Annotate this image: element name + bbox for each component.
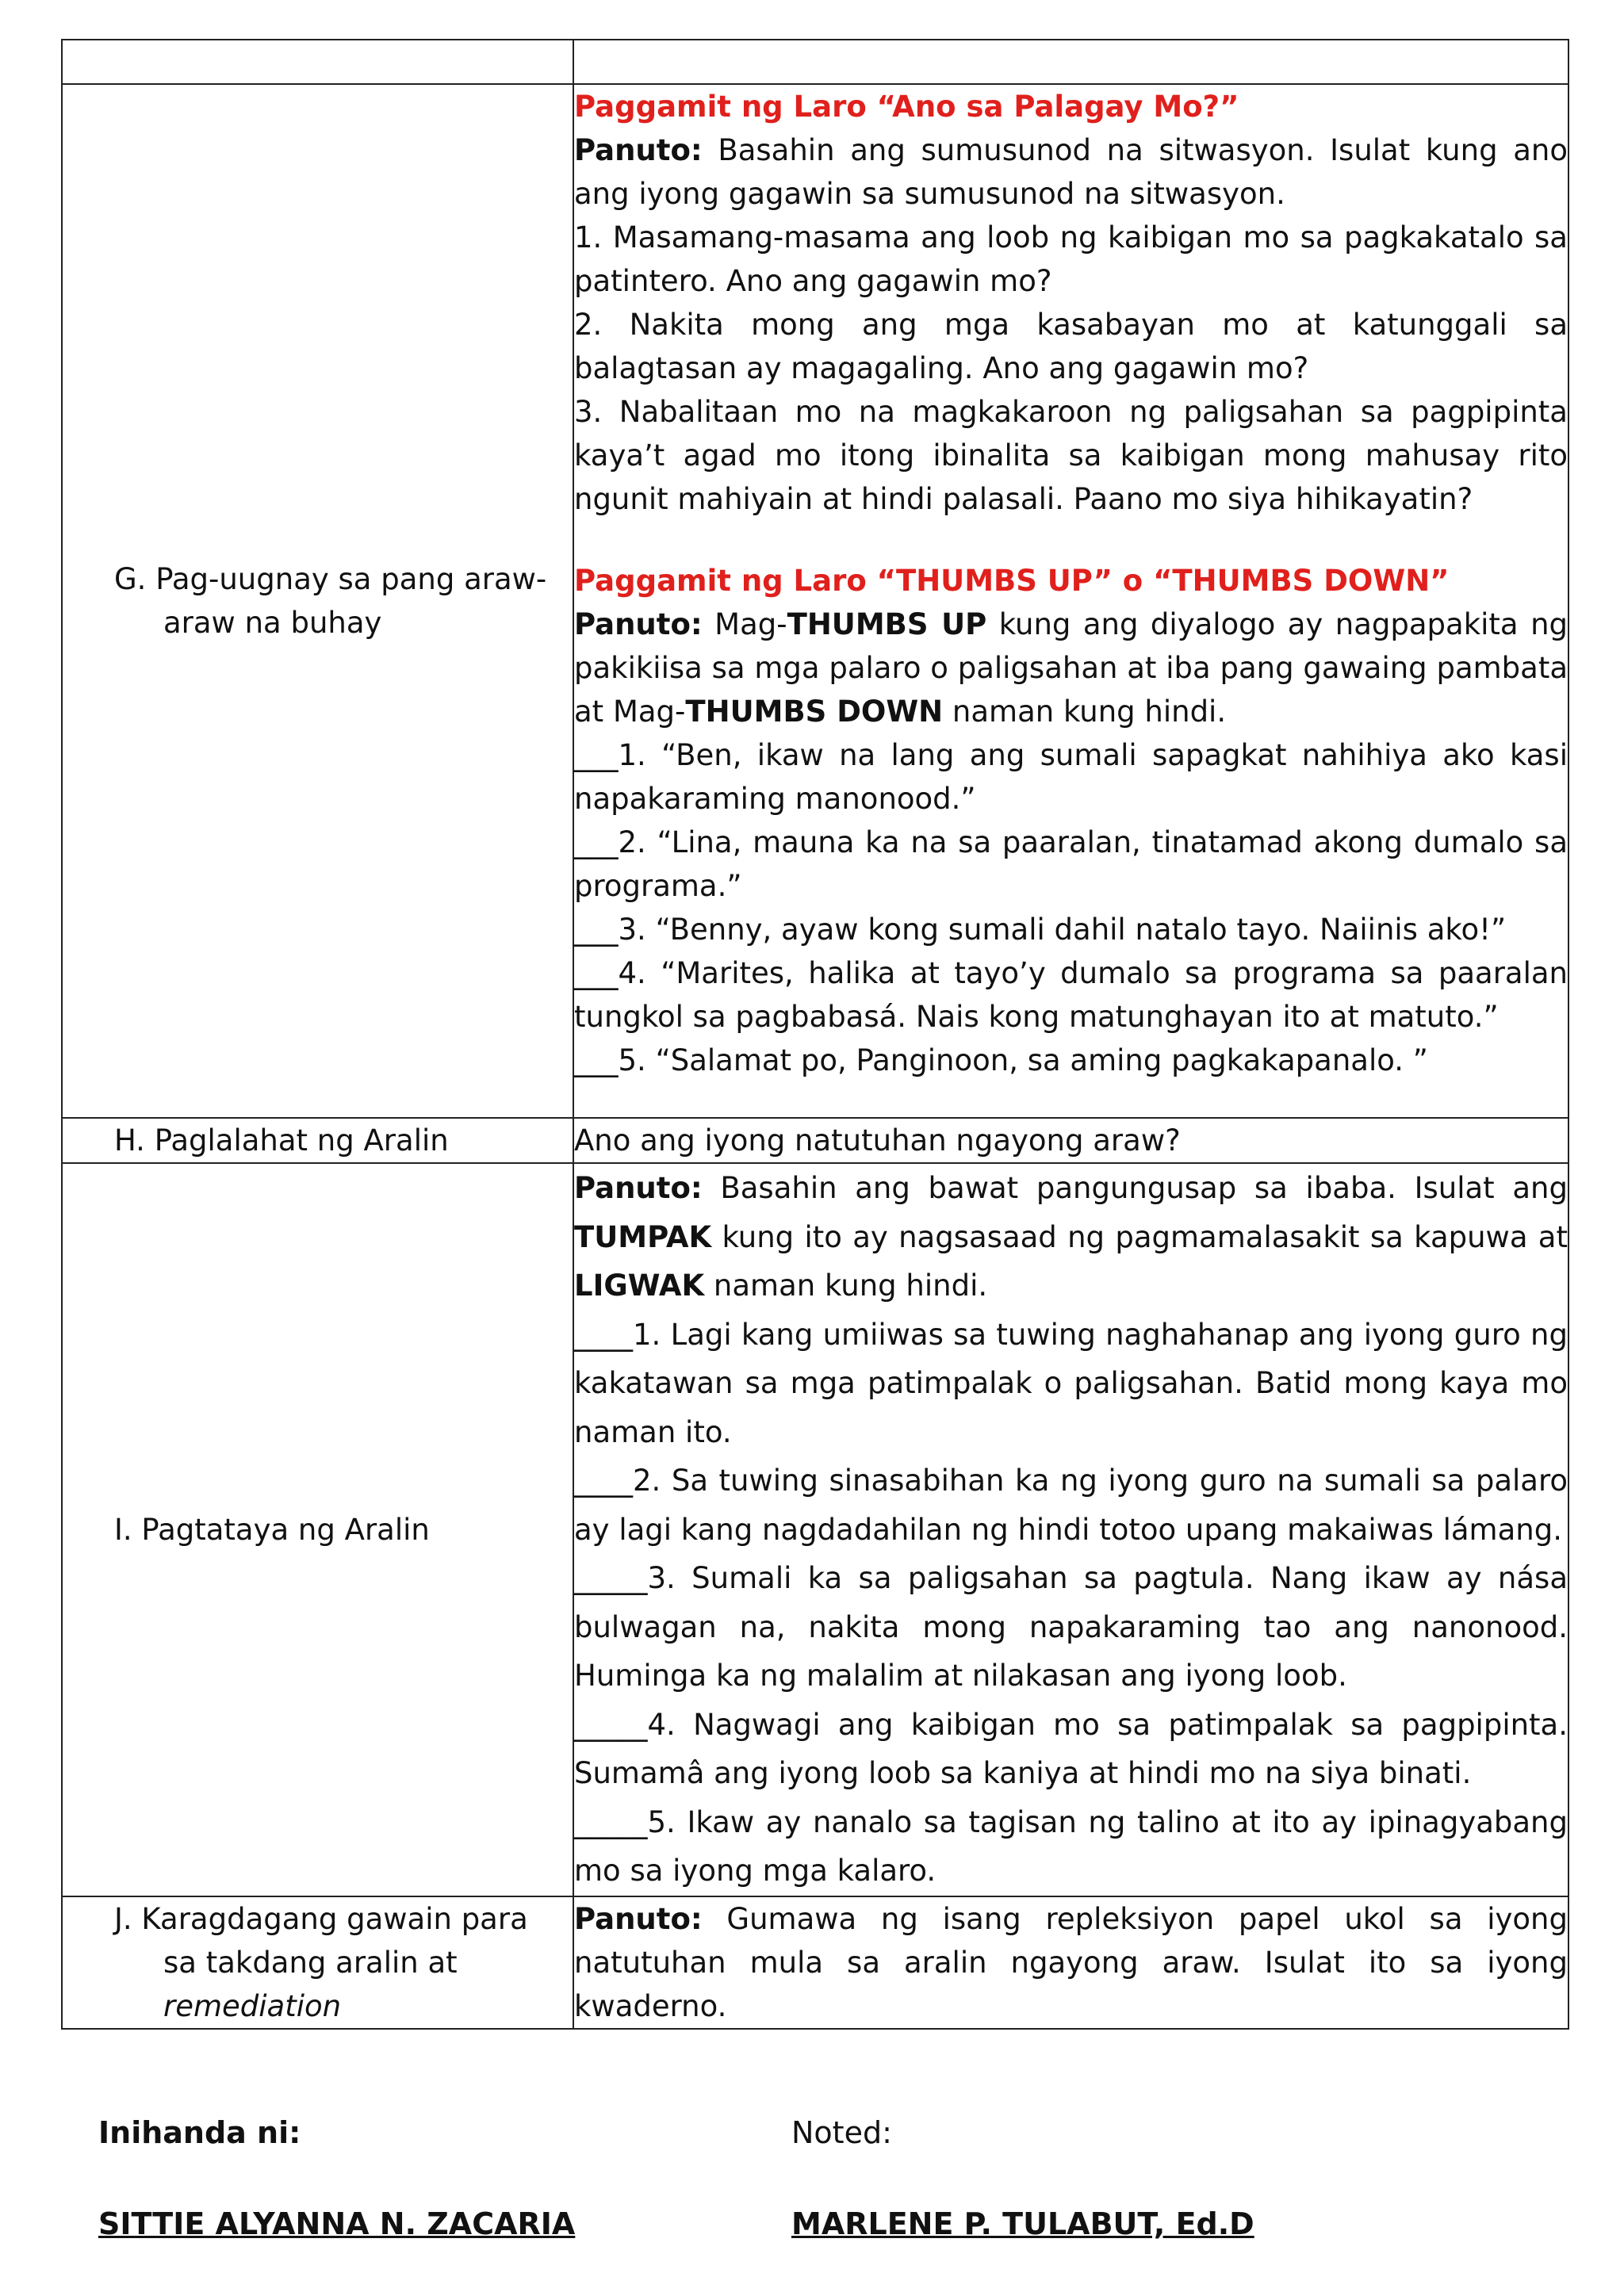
row-h-label-cell	[62, 1118, 573, 1163]
game1-item-2: 2. Nakita mong ang mga kasabayan mo at katunggali sa balagtasan ay magagaling. Ano ang gagawin mo?	[574, 308, 1568, 385]
assignment-text	[574, 1897, 1568, 2028]
eval-item-5: _____5. Ikaw ay nanalo sa tagisan ng talino at ito ay ipinagyabang mo sa iyong mga kalaro.	[574, 1804, 1568, 1888]
assignment-instruction-label: Panuto:	[574, 1901, 703, 1936]
game1-item-1: 1. Masamang-masama ang loob ng kaibigan mo sa pagkakatalo sa patintero. Ano ang gagawin mo?	[574, 220, 1568, 298]
game2-item-5: ___5. “Salamat po, Panginoon, sa aming pagkakapanalo. ”	[574, 1043, 1428, 1077]
lesson-plan-table	[61, 39, 1569, 2030]
ligwak-term: LIGWAK	[574, 1269, 705, 1303]
row-j-content	[573, 1896, 1568, 2029]
game1-instruction-text: Basahin ang sumusunod na sitwasyon. Isulat kung ano ang iyong gagawin sa sumusunod na sitwasyon.	[574, 133, 1568, 211]
eval-item-2: ____2. Sa tuwing sinasabihan ka ng iyong guro na sumali sa palaro ay lagi kang nagdadahilan ng hindi totoo upang makaiwas lámang.	[574, 1464, 1568, 1547]
row-g	[62, 84, 1568, 1118]
row-i-content	[573, 1163, 1568, 1896]
game2-instruction-label: Panuto:	[574, 607, 703, 641]
row-g-label-cell	[62, 84, 573, 1118]
game2-instruction-part1: Mag-	[702, 607, 787, 641]
game2-instruction-part3: naman kung hindi.	[943, 695, 1227, 729]
row-h	[62, 1118, 1568, 1163]
row-g-content	[573, 84, 1568, 1118]
eval-instruction-label: Panuto:	[574, 1171, 703, 1205]
row-j-label-line3: remediation	[163, 1988, 342, 2023]
game2-instruction	[574, 603, 1568, 733]
row-i-label-cell	[62, 1163, 573, 1896]
game2-item-2: ___2. “Lina, mauna ka na sa paaralan, tinatamad akong dumalo sa programa.”	[574, 825, 1568, 903]
row-h-content: Ano ang iyong natutuhan ngayong araw?	[573, 1118, 1568, 1163]
game1-instruction	[574, 128, 1568, 216]
eval-instruction-part1: Basahin ang bawat pangungusap sa ibaba. Isulat ang	[702, 1171, 1568, 1205]
game2-item-4: ___4. “Marites, halika at tayo’y dumalo sa programa sa paaralan tungkol sa pagbabasá. Nais kong matunghayan ito at matuto.”	[574, 956, 1568, 1034]
row-i	[62, 1163, 1568, 1896]
noted-label: Noted:	[791, 2115, 892, 2150]
eval-instruction-part3: naman kung hindi.	[704, 1269, 988, 1303]
row-g-label-line2: araw na buhay	[163, 606, 382, 640]
header-row-empty	[62, 40, 1568, 84]
prepared-by-name: SITTIE ALYANNA N. ZACARIA	[98, 2206, 576, 2241]
noted-by-name: MARLENE P. TULABUT, Ed.D	[791, 2206, 1254, 2241]
tumpak-term: TUMPAK	[574, 1219, 712, 1254]
header-cell-right	[573, 40, 1568, 84]
game2-instruction-part2: kung ang diyalogo ay nagpapakita ng pakikiisa sa mga palaro o paligsahan at iba pang gawaing pambata at Mag-	[574, 607, 1568, 729]
row-g-label	[63, 557, 573, 645]
spacer	[574, 1082, 1568, 1117]
game2-item-3: ___3. “Benny, ayaw kong sumali dahil natalo tayo. Naiinis ako!”	[574, 913, 1507, 947]
game2-item-1: ___1. “Ben, ikaw na lang ang sumali sapagkat nahihiya ako kasi napakaraming manonood.”	[574, 738, 1568, 816]
eval-item-1: ____1. Lagi kang umiiwas sa tuwing naghahanap ang iyong guro ng kakatawan sa mga patimpalak o paligsahan. Batid mong kaya mo naman ito.	[574, 1317, 1568, 1449]
row-j-label-line2: sa takdang aralin at	[163, 1945, 458, 1980]
row-g-label-line1: G. Pag-uugnay sa pang araw-	[114, 562, 547, 596]
thumbs-up-term: THUMBS UP	[787, 607, 987, 641]
eval-instruction-part2: kung ito ay nagsasaad ng pagmamalasakit sa kapuwa at	[711, 1219, 1568, 1254]
eval-item-3: _____3. Sumali ka sa paligsahan sa pagtula. Nang ikaw ay nása bulwagan na, nakita mong napakaraming tao ang nanonood. Huminga ka ng malalim at nilakasan ang iyong loob.	[574, 1561, 1568, 1693]
eval-instruction	[574, 1164, 1568, 1311]
game1-title: Paggamit ng Laro “Ano sa Palagay Mo?”	[574, 90, 1239, 124]
eval-item-4: _____4. Nagwagi ang kaibigan mo sa patimpalak sa pagpipinta. Sumamâ ang iyong loob sa kaniya at hindi mo na siya binati.	[574, 1707, 1568, 1790]
game2-title: Paggamit ng Laro “THUMBS UP” o “THUMBS DOWN”	[574, 564, 1450, 598]
row-j-label-cell	[62, 1896, 573, 2029]
row-j-label	[63, 1897, 573, 2028]
row-j-label-line1: J. Karagdagang gawain para	[114, 1901, 528, 1936]
spacer	[574, 521, 1568, 559]
row-j	[62, 1896, 1568, 2029]
assignment-content: Gumawa ng isang repleksiyon papel ukol sa iyong natutuhan mula sa aralin ngayong araw. Isulat ito sa iyong kwaderno.	[574, 1901, 1568, 2023]
row-h-label: H. Paglalahat ng Aralin	[114, 1123, 449, 1158]
header-cell-left	[62, 40, 573, 84]
game1-instruction-label: Panuto:	[574, 133, 703, 167]
prepared-by-label: Inihanda ni:	[98, 2115, 301, 2150]
thumbs-down-term: THUMBS DOWN	[685, 695, 944, 729]
game1-item-3: 3. Nabalitaan mo na magkakaroon ng paligsahan sa pagpipinta kaya’t agad mo itong ibinalita sa kaibigan mong mahusay rito ngunit mahiyain at hindi palasali. Paano mo siya hihikayatin?	[574, 395, 1568, 516]
row-i-label: I. Pagtataya ng Aralin	[114, 1512, 430, 1547]
